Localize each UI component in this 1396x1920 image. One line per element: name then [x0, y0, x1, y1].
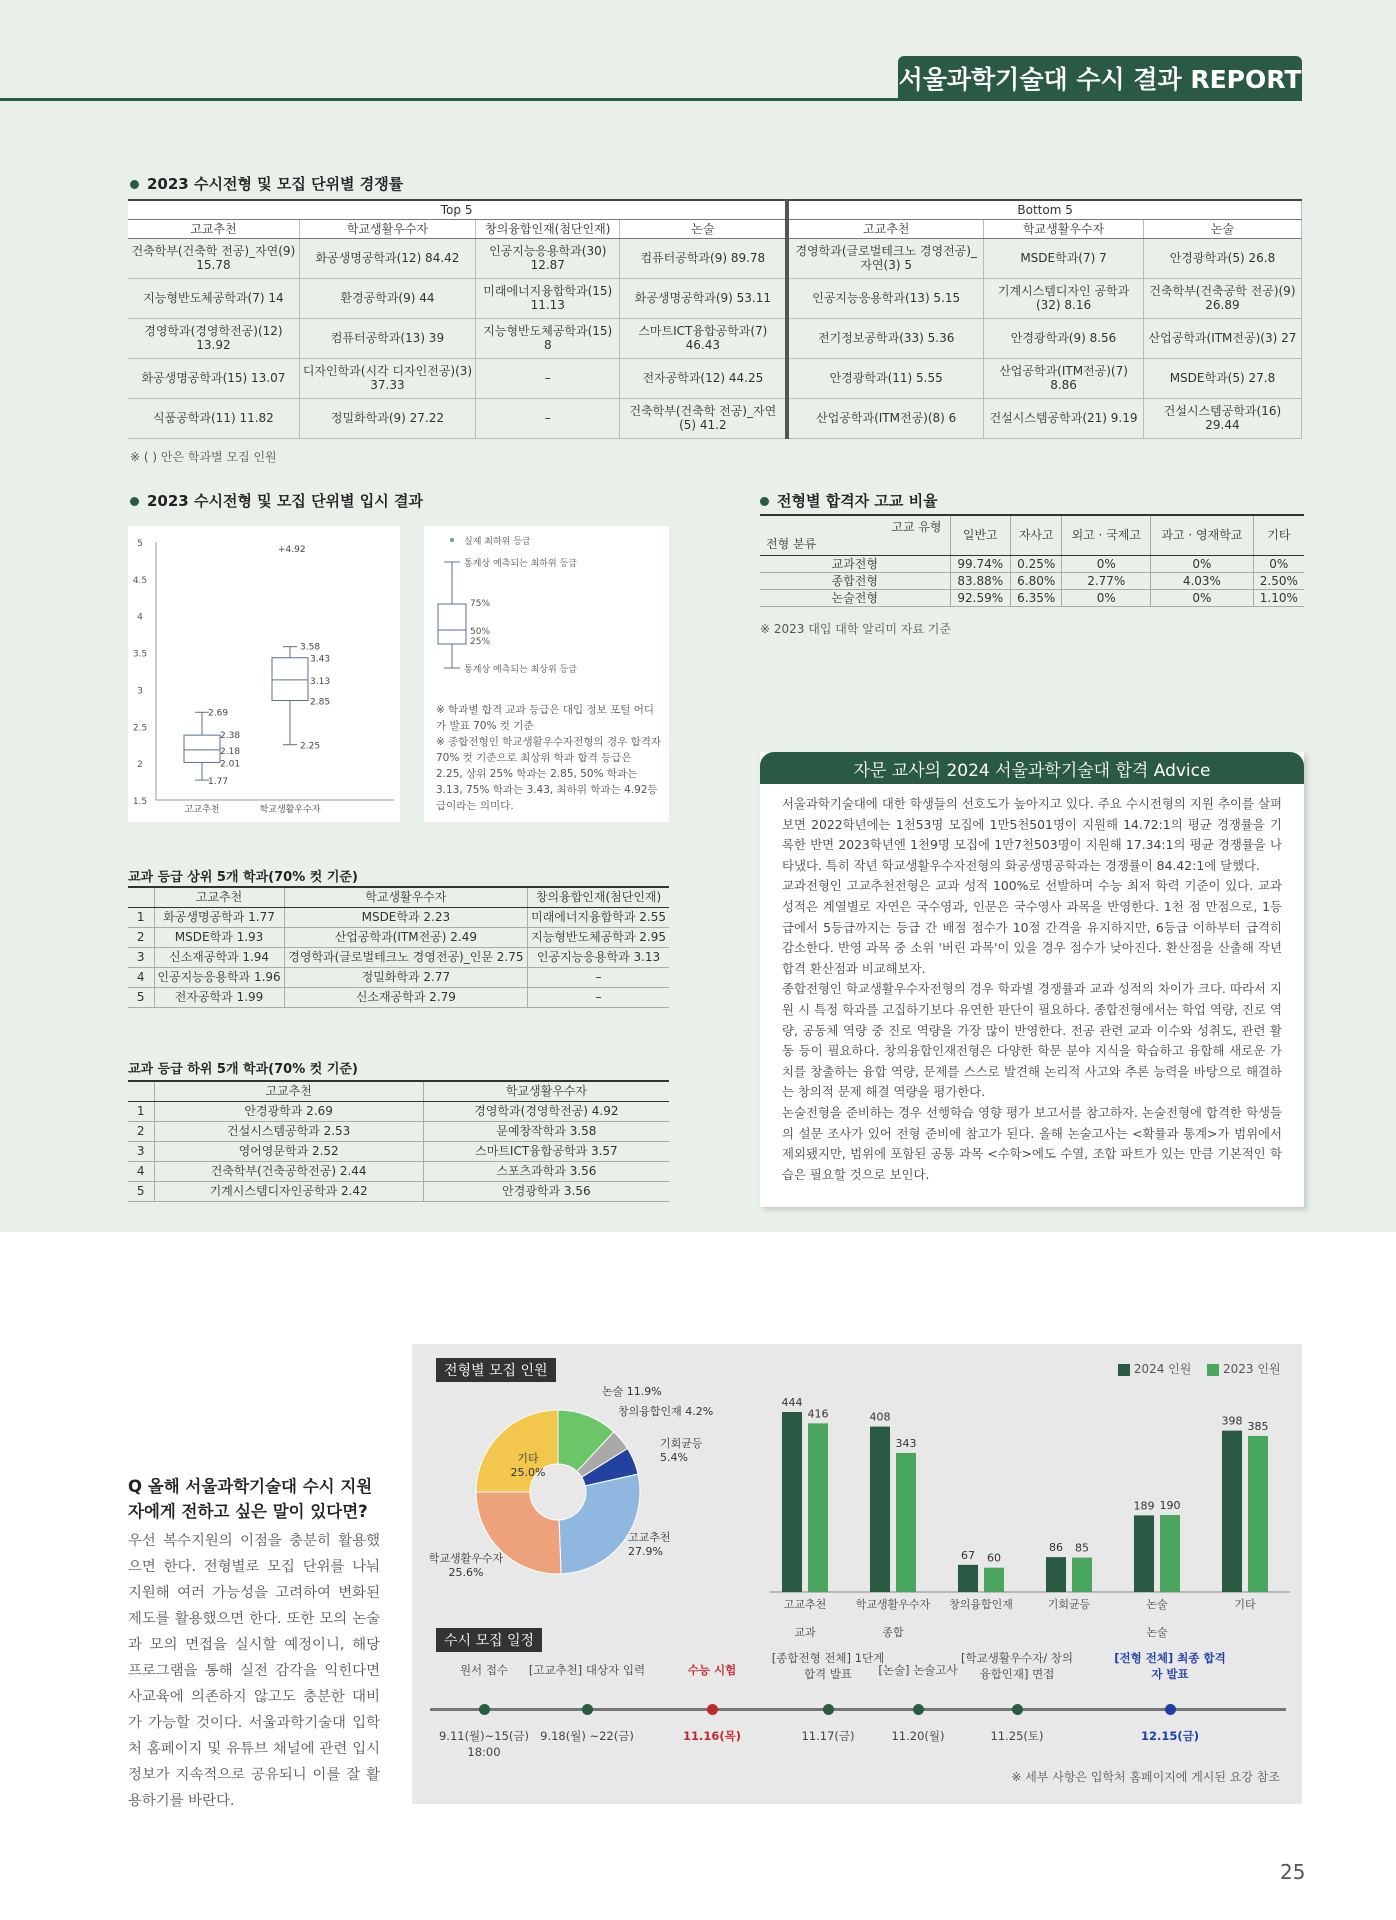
timeline-dot-icon	[1165, 1704, 1176, 1715]
table-cell: 인공지능응용학과(13) 5.15	[787, 278, 983, 318]
y-tick-label: 4	[137, 612, 143, 623]
table-cell: 기계시스템디자인공학과 2.42	[154, 1181, 423, 1201]
table-cell: 안경광학과(9) 8.56	[984, 318, 1144, 358]
x-category-label: 고교추천	[184, 805, 220, 815]
advice-body	[760, 784, 1304, 1195]
bar	[1160, 1515, 1180, 1592]
box-value-label: 3.58	[300, 642, 321, 653]
header-rule	[0, 98, 1302, 101]
boxplot-panel	[128, 526, 400, 822]
timeline-dot-icon	[479, 1704, 490, 1715]
table-cell: 디자인학과(시각 디자인전공)(3) 37.33	[299, 358, 475, 398]
bottom5-header: Bottom 5	[787, 200, 1301, 219]
table-cell: 0%	[1151, 555, 1254, 572]
section-ratio-title: 전형별 합격자 고교 비율	[760, 490, 938, 511]
box-value-label: 2.18	[220, 746, 241, 757]
ratio-corner	[760, 515, 950, 555]
bar-value-label: 60	[987, 1551, 1001, 1565]
x-group-label: 종합	[882, 1626, 904, 1639]
table-cell: 1.10%	[1253, 589, 1304, 606]
schedule-event: 원서 접수	[459, 1663, 509, 1677]
upper-table	[128, 886, 669, 1008]
table-cell: 화공생명공학과(15) 13.07	[128, 358, 299, 398]
advice-paragraph-4: 논술전형을 준비하는 경우 선행학습 영향 평가 보고서를 참고하자. 논술전형에 합격한 학생들의 설문 조사가 있어 전형 준비에 참고가 된다. 올해 논술고사는 <확률과 통계>가 범위에서 제외됐지만, 범위에 포함된 공통 과목 <수학>에도 수열, 조합 파트가 있는 만큼 기본적인 학습은 필요할 것으로 보인다.	[782, 1104, 1282, 1182]
table-cell: 스마트ICT융합공학과 3.57	[423, 1141, 669, 1161]
col-header: 고교추천	[154, 1081, 423, 1101]
lower-table-title: 교과 등급 하위 5개 학과(70% 컷 기준)	[128, 1062, 358, 1077]
y-tick-label: 5	[137, 539, 143, 549]
bar-value-label: 385	[1247, 1419, 1269, 1433]
table-cell: 정밀화학과 2.77	[284, 967, 528, 987]
x-category-label: 기타	[1234, 1598, 1256, 1611]
bar	[1046, 1557, 1066, 1592]
bar	[984, 1568, 1004, 1592]
table-cell: MSDE학과(5) 27.8	[1143, 358, 1301, 398]
table-row	[128, 398, 1302, 438]
table-cell: 컴퓨터공학과(9) 89.78	[620, 238, 787, 278]
competition-table	[128, 199, 1302, 439]
bullet-icon	[760, 497, 769, 506]
box-value-label: 1.77	[208, 777, 229, 788]
x-category-label: 논술	[1146, 1598, 1168, 1611]
schedule-event: [학교생활우수자/ 창의융합인재] 면접	[961, 1651, 1073, 1681]
table-cell: 화공생명공학과(9) 53.11	[620, 278, 787, 318]
pie-label: 창의융합인재 4.2%	[618, 1405, 714, 1418]
table-cell: 영어영문학과 2.52	[154, 1141, 423, 1161]
advice-paragraph-2: 교과전형인 고교추천전형은 교과 성적 100%로 선발하며 수능 최저 학력 기준이 있다. 교과 성적은 계열별로 자연은 국수영과, 인문은 국수영사 과목을 반영한다. 1천 점 만점으로, 1등급에서 5등급까지는 등급 간 배점 점수가 10점 간격을 유지하지만, 6등급 이하부터 급격히 감소한다. 반영 과목 중 소위 '버린 과목'이 있을 경우 점수가 낮아진다. 환산점을 산출해 작년 합격 환산점과 비교해보자.	[782, 878, 1282, 976]
table-cell: MSDE학과 1.93	[154, 927, 284, 947]
table-cell: 신소재공학과 2.79	[284, 987, 528, 1007]
competition-note: ※ ( ) 안은 학과별 모집 인원	[130, 450, 277, 464]
table-cell: 0.25%	[1011, 555, 1062, 572]
section-competition-title: 2023 수시전형 및 모집 단위별 경쟁률	[130, 173, 403, 194]
pie-slice	[559, 1474, 640, 1574]
legend-p75: 75%	[470, 599, 491, 609]
legend-l3: 통계상 예측되는 최상위 등급	[464, 665, 577, 675]
bar-value-label: 189	[1133, 1499, 1155, 1513]
table-cell: 4	[128, 967, 154, 987]
table-cell: 미래에너지융합학과 2.55	[528, 907, 669, 927]
ratio-col-header: 자사고	[1011, 515, 1062, 555]
y-tick-label: 3	[137, 686, 143, 697]
table-cell: 4	[128, 1161, 154, 1181]
col-header	[128, 1081, 154, 1101]
legend-2024-label: 2024 인원	[1133, 1362, 1192, 1376]
bullet-icon	[130, 180, 139, 189]
table-cell: 식품공학과(11) 11.82	[128, 398, 299, 438]
table-row	[128, 927, 669, 947]
table-cell: 화공생명공학과 1.77	[154, 907, 284, 927]
advice-title: 자문 교사의 2024 서울과학기술대 합격 Advice	[760, 752, 1304, 784]
recruit-panel	[412, 1344, 1302, 1804]
pie-label: 5.4%	[660, 1451, 688, 1464]
bar	[808, 1423, 828, 1592]
table-cell: 83.88%	[950, 572, 1011, 589]
table-row	[128, 947, 669, 967]
table-cell: 3	[128, 947, 154, 967]
table-row	[128, 1141, 669, 1161]
pie-slice	[476, 1410, 558, 1492]
table-cell: –	[476, 398, 620, 438]
legend-p50: 50%	[470, 627, 491, 637]
bar-value-label: 85	[1075, 1541, 1089, 1555]
table-cell: 기계시스템디자인 공학과(32) 8.16	[984, 278, 1144, 318]
schedule-date: 9.11(월)~15(금) 18:00	[438, 1729, 530, 1759]
table-cell: 2	[128, 1121, 154, 1141]
table-cell: –	[476, 358, 620, 398]
schedule-event: 수능 시험	[687, 1663, 737, 1677]
table-cell: 1	[128, 907, 154, 927]
schedule-note: ※ 세부 사항은 입학처 홈페이지에 게시된 요강 참조	[1011, 1770, 1280, 1784]
table-cell: 6.35%	[1011, 589, 1062, 606]
bar	[782, 1412, 802, 1592]
bar	[958, 1565, 978, 1592]
col-header: 고교추천	[787, 219, 983, 238]
table-cell: 1	[128, 1101, 154, 1121]
table-cell: 산업공학과(ITM전공)(8) 6	[787, 398, 983, 438]
box-value-label: 3.43	[310, 654, 331, 665]
pie-label: 25.0%	[510, 1466, 546, 1479]
pie-label: 논술 11.9%	[602, 1385, 662, 1398]
table-cell: 2	[128, 927, 154, 947]
table-cell: –	[528, 987, 669, 1007]
ratio-corner-bottom: 전형 분류	[766, 536, 817, 551]
bar	[1222, 1431, 1242, 1592]
schedule-event: [논술] 논술고사	[878, 1663, 958, 1677]
schedule-date: 11.17(금)	[801, 1729, 855, 1743]
table-cell: 건축학부(건축공학 전공)(9) 26.89	[1143, 278, 1301, 318]
table-cell: 경영학과(경영학전공) 4.92	[423, 1101, 669, 1121]
legend-box	[438, 604, 466, 644]
y-tick-label: 4.5	[132, 575, 148, 586]
table-cell: 미래에너지융합학과(15) 11.13	[476, 278, 620, 318]
table-cell: 문예창작학과 3.58	[423, 1121, 669, 1141]
legend-l1: 실제 최하위 등급	[464, 537, 531, 547]
table-cell: 지능형반도체공학과(15) 8	[476, 318, 620, 358]
table-cell: 2.50%	[1253, 572, 1304, 589]
box-value-label: 2.01	[220, 759, 241, 770]
schedule-event: [전형 전체] 최종 합격자 발표	[1114, 1651, 1226, 1681]
pie-label: 25.6%	[448, 1566, 484, 1579]
table-cell: MSDE학과 2.23	[284, 907, 528, 927]
table-row	[760, 589, 1304, 606]
timeline-dot-icon	[913, 1704, 924, 1715]
box-iqr	[272, 658, 308, 701]
col-header: 창의융합인재(첨단인재)	[476, 219, 620, 238]
legend-l2: 통계상 예측되는 최하위 등급	[464, 559, 577, 569]
box-value-label: +4.92	[278, 544, 306, 555]
table-row	[128, 1101, 669, 1121]
table-cell: 종합전형	[760, 572, 950, 589]
bar	[1134, 1515, 1154, 1592]
bar-value-label: 398	[1221, 1414, 1243, 1428]
x-category-label: 고교추천	[783, 1598, 827, 1611]
schedule-date: 12.15(금)	[1141, 1729, 1199, 1743]
top5-header: Top 5	[128, 200, 787, 219]
pie-chart	[412, 1378, 792, 1608]
table-cell: 지능형반도체공학과(7) 14	[128, 278, 299, 318]
y-tick-label: 2.5	[132, 723, 148, 734]
y-tick-label: 2	[137, 760, 143, 771]
x-category-label: 창의융합인재	[949, 1598, 1013, 1611]
table-row	[128, 967, 669, 987]
pie-label: 27.9%	[628, 1545, 663, 1558]
pie-label: 학교생활우수자	[428, 1552, 504, 1565]
bar-value-label: 416	[807, 1407, 829, 1421]
table-cell: 4.03%	[1151, 572, 1254, 589]
table-cell: 안경광학과(5) 26.8	[1143, 238, 1301, 278]
ratio-col-header: 과고 · 영재학교	[1151, 515, 1254, 555]
qa-answer: 우선 복수지원의 이점을 충분히 활용했으면 한다. 전형별로 모집 단위를 나눠 지원해 여러 가능성을 고려하여 변화된 제도를 활용했으면 한다. 또한 모의 논술과 모의 면접을 실시할 예정이니, 해당 프로그램을 통해 실전 감각을 익힌다면 사교육에 의존하지 않고도 충분한 대비가 가능할 것이다. 서울과학기술대 입학처 홈페이지 및 유튜브 채널에 관련 입시 정보가 지속적으로 공유되니 이를 잘 활용하기를 바란다.	[128, 1533, 380, 1809]
schedule-tag: 수시 모집 일정	[436, 1628, 542, 1652]
table-row	[760, 555, 1304, 572]
section-result-title: 2023 수시전형 및 모집 단위별 입시 결과	[130, 490, 423, 511]
y-tick-label: 3.5	[132, 649, 148, 660]
bar	[1072, 1558, 1092, 1592]
table-cell: MSDE학과(7) 7	[984, 238, 1144, 278]
table-row	[128, 1181, 669, 1201]
advice-paragraph-1: 서울과학기술대에 대한 학생들의 선호도가 높아지고 있다. 주요 수시전형의 지원 추이를 살펴보면 2022학년에는 1천53명 모집에 1만5천501명이 지원해 14.72:1의 평균 경쟁률을 기록한 반면 2023학년엔 1천9명 모집에 1만7천503명이 지원해 17.34:1의 평균 경쟁률을 나타냈다. 특히 작년 학교생활우수자전형의 화공생명공학과는 경쟁률이 84.42:1에 달했다.	[782, 796, 1282, 873]
table-cell: 스포츠과학과 3.56	[423, 1161, 669, 1181]
table-cell: 건축학부(건축학 전공)_자연(5) 41.2	[620, 398, 787, 438]
table-cell: 건설시스템공학과(21) 9.19	[984, 398, 1144, 438]
table-cell: 인공지능응용학과 3.13	[528, 947, 669, 967]
table-cell: 전자공학과 1.99	[154, 987, 284, 1007]
ratio-note: ※ 2023 대입 대학 알리미 자료 기준	[760, 622, 951, 636]
table-cell: 0%	[1062, 555, 1151, 572]
schedule-event: [고교추천] 대상자 입력	[528, 1663, 646, 1677]
table-row	[128, 278, 1302, 318]
legend-p25: 25%	[470, 637, 491, 647]
timeline-dot-icon	[823, 1704, 834, 1715]
timeline-line	[430, 1708, 1286, 1711]
col-header: 창의융합인재(첨단인재)	[528, 887, 669, 907]
table-cell: 정밀화학과(9) 27.22	[299, 398, 475, 438]
table-cell: 환경공학과(9) 44	[299, 278, 475, 318]
table-cell: 지능형반도체공학과 2.95	[528, 927, 669, 947]
pie-label: 고교추천	[628, 1531, 671, 1544]
timeline-dot-icon	[582, 1704, 593, 1715]
pie-tag: 전형별 모집 인원	[436, 1358, 556, 1382]
upper-table-title: 교과 등급 상위 5개 학과(70% 컷 기준)	[128, 870, 358, 885]
bullet-icon	[130, 497, 139, 506]
table-cell: 5	[128, 987, 154, 1007]
lower-table	[128, 1080, 669, 1202]
pie-label: 기회균등	[660, 1437, 703, 1450]
legend-dot-icon	[450, 538, 454, 542]
table-cell: 건축학부(건축학 전공)_자연(9) 15.78	[128, 238, 299, 278]
table-row	[128, 318, 1302, 358]
table-row	[128, 907, 669, 927]
bar-value-label: 408	[869, 1410, 891, 1424]
table-cell: 산업공학과(ITM전공) 2.49	[284, 927, 528, 947]
advice-paragraph-3: 종합전형인 학교생활우수자전형의 경우 학과별 경쟁률과 교과 성적의 차이가 크다. 따라서 지원 시 특정 학과를 고집하기보다 유연한 판단이 필요하다. 종합전형에서는 학업 역량, 진로 역량, 공동체 역량 중 진로 역량을 가장 많이 반영한다. 전공 관련 교과 이수와 성취도, 관련 활동 등이 필요하다. 창의융합인재전형은 다양한 학문 분야 지식을 학습하고 융합해 새로운 가치를 창출하는 융합 역량, 문제를 스스로 발견해 논리적 사고와 추론 능력을 바탕으로 해결하는 창의적 문제 해결 역량을 평가한다.	[782, 981, 1282, 1100]
table-row	[128, 358, 1302, 398]
table-cell: 안경광학과 2.69	[154, 1101, 423, 1121]
boxplot-legend-panel	[424, 526, 669, 822]
y-tick-label: 1.5	[132, 797, 148, 807]
table-row	[128, 1161, 669, 1181]
table-cell: 컴퓨터공학과(13) 39	[299, 318, 475, 358]
table-cell: 3	[128, 1141, 154, 1161]
col-header: 고교추천	[154, 887, 284, 907]
boxplot-legend-diagram	[424, 526, 669, 686]
table-cell: 92.59%	[950, 589, 1011, 606]
col-header: 논술	[620, 219, 787, 238]
table-cell: 경영학과(경영학전공)(12) 13.92	[128, 318, 299, 358]
bar-value-label: 444	[781, 1396, 803, 1409]
col-header: 고교추천	[128, 219, 299, 238]
table-cell: 안경광학과 3.56	[423, 1181, 669, 1201]
boxplot-note-2: ※ 종합전형인 학교생활우수자전형의 경우 합격자 70% 컷 기준으로 최상위 학과 합격 등급은 2.25, 상위 25% 학과는 2.85, 50% 학과는 3.13, 75% 학과는 3.43, 최하위 학과는 4.92등급이라는 의미다.	[436, 736, 662, 812]
table-cell: 교과전형	[760, 555, 950, 572]
page-number: 25	[1280, 1860, 1306, 1884]
table-row	[128, 987, 669, 1007]
table-cell: 2.77%	[1062, 572, 1151, 589]
schedule-date: 11.16(목)	[683, 1729, 741, 1743]
x-group-label: 교과	[794, 1626, 816, 1639]
col-header: 학교생활우수자	[299, 219, 475, 238]
bar-value-label: 190	[1159, 1498, 1181, 1512]
schedule-event: [종합전형 전체] 1단계 합격 발표	[771, 1651, 885, 1681]
table-cell: 건축학부(건축공학전공) 2.44	[154, 1161, 423, 1181]
table-cell: 5	[128, 1181, 154, 1201]
x-category-label: 학교생활우수자	[259, 805, 321, 815]
pie-label: 기타	[517, 1452, 539, 1465]
qa-question: Q 올해 서울과학기술대 수시 지원자에게 전하고 싶은 말이 있다면?	[128, 1477, 373, 1521]
boxplot-notes	[436, 702, 661, 814]
schedule-date: 11.20(월)	[891, 1729, 945, 1743]
table-cell: 건설시스템공학과(16) 29.44	[1143, 398, 1301, 438]
box-iqr	[184, 735, 220, 762]
table-cell: 전자공학과(12) 44.25	[620, 358, 787, 398]
qa-section	[128, 1474, 380, 1814]
ratio-col-header: 외고 · 국제고	[1062, 515, 1151, 555]
table-cell: 0%	[1062, 589, 1151, 606]
ratio-col-header: 일반고	[950, 515, 1011, 555]
ratio-col-header: 기타	[1253, 515, 1304, 555]
table-cell: 인공지능응용학과 1.96	[154, 967, 284, 987]
bar	[896, 1453, 916, 1592]
legend-2023-label: 2023 인원	[1223, 1362, 1281, 1376]
bar-value-label: 67	[961, 1548, 975, 1562]
col-header: 학교생활우수자	[284, 887, 528, 907]
col-header	[128, 887, 154, 907]
bar-chart	[770, 1368, 1290, 1648]
box-value-label: 2.85	[310, 697, 331, 708]
table-cell: 화공생명공학과(12) 84.42	[299, 238, 475, 278]
box-value-label: 2.69	[208, 708, 229, 719]
ratio-corner-top: 고교 유형	[891, 520, 942, 534]
table-cell: 신소재공학과 1.94	[154, 947, 284, 967]
schedule-date: 11.25(토)	[990, 1729, 1044, 1743]
box-value-label: 3.13	[310, 676, 331, 687]
table-cell: 경영학과(글로벌테크노 경영전공)_자연(3) 5	[787, 238, 983, 278]
table-cell: 논술전형	[760, 589, 950, 606]
x-group-label: 논술	[1146, 1626, 1168, 1639]
bar-value-label: 343	[895, 1436, 917, 1450]
table-cell: 산업공학과(ITM전공)(7) 8.86	[984, 358, 1144, 398]
table-cell: 6.80%	[1011, 572, 1062, 589]
table-cell: 인공지능응용학과(30) 12.87	[476, 238, 620, 278]
timeline-dot-icon	[1012, 1704, 1023, 1715]
table-row	[760, 572, 1304, 589]
timeline-dot-icon	[707, 1704, 718, 1715]
boxplot-chart	[128, 526, 400, 822]
ratio-table	[760, 514, 1304, 607]
table-cell: 0%	[1151, 589, 1254, 606]
table-cell: 경영학과(글로벌테크노 경영전공)_인문 2.75	[284, 947, 528, 967]
table-cell: 산업공학과(ITM전공)(3) 27	[1143, 318, 1301, 358]
table-cell: –	[528, 967, 669, 987]
bar	[1248, 1436, 1268, 1592]
table-cell: 0%	[1253, 555, 1304, 572]
report-title: 서울과학기술대 수시 결과 REPORT	[898, 56, 1302, 100]
col-header: 논술	[1143, 219, 1301, 238]
boxplot-note-1: ※ 학과별 합격 교과 등급은 대입 정보 포털 어디가 발표 70% 컷 기준	[436, 704, 655, 732]
col-header: 학교생활우수자	[984, 219, 1144, 238]
table-cell: 스마트ICT융합공학과(7) 46.43	[620, 318, 787, 358]
x-category-label: 기회균등	[1047, 1598, 1091, 1611]
table-cell: 건설시스템공학과 2.53	[154, 1121, 423, 1141]
box-value-label: 2.38	[220, 731, 241, 742]
schedule-date: 9.18(월) ~22(금)	[540, 1729, 634, 1743]
table-row	[128, 238, 1302, 278]
bar	[870, 1427, 890, 1592]
table-cell: 전기정보공학과(33) 5.36	[787, 318, 983, 358]
table-cell: 99.74%	[950, 555, 1011, 572]
bar-value-label: 86	[1049, 1541, 1063, 1555]
box-value-label: 2.25	[300, 741, 321, 752]
advice-box	[760, 752, 1304, 1207]
table-cell: 안경광학과(11) 5.55	[787, 358, 983, 398]
table-row	[128, 1121, 669, 1141]
x-category-label: 학교생활우수자	[855, 1598, 931, 1611]
col-header: 학교생활우수자	[423, 1081, 669, 1101]
